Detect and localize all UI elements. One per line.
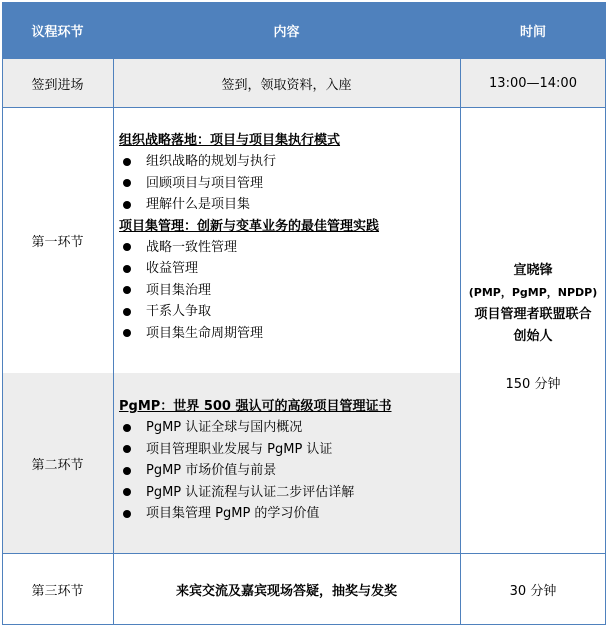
first-content: [119, 130, 457, 344]
first-section1-title: 组织战略落地：项目与项目集执行模式: [119, 133, 341, 148]
signin-time: 13:00—14:00: [489, 75, 577, 91]
grid-line: [2, 107, 606, 108]
list-item: 回顾项目与项目管理: [119, 173, 457, 195]
list-item: PgMP 认证全球与国内概况: [119, 417, 457, 439]
second-content: [119, 396, 457, 525]
list-item: 理解什么是项目集: [119, 194, 457, 216]
speaker-title-line1: 项目管理者联盟联合: [474, 307, 592, 322]
grid-line: [2, 553, 606, 554]
list-item: 项目集管理 PgMP 的学习价值: [119, 503, 457, 525]
first-section2-title: 项目集管理：创新与变革业务的最佳管理实践: [119, 218, 380, 234]
list-item: 项目管理职业发展与 PgMP 认证: [119, 439, 457, 461]
bullet-icon: [123, 488, 131, 496]
list-item: 项目集治理: [119, 280, 457, 302]
grid-line: [460, 58, 461, 625]
list-item: 收益管理: [119, 258, 457, 280]
grid-line: [2, 58, 3, 625]
third-time: 30 分钟: [509, 583, 557, 599]
bullet-icon: [123, 308, 131, 316]
header-content: 内容: [113, 2, 460, 58]
list-item: 项目集生命周期管理: [119, 323, 457, 345]
third-content: 来宾交流及嘉宾现场答疑，抽奖与发奖: [175, 583, 397, 599]
signin-stage: 签到进场: [31, 77, 84, 93]
signin-content: 签到，领取资料，入座: [221, 77, 352, 93]
bullet-icon: [123, 510, 131, 518]
list-item: 干系人争取: [119, 301, 457, 323]
speaker-certs: (PMP，PgMP，NPDP): [468, 286, 598, 299]
bullet-icon: [123, 445, 131, 453]
bullet-icon: [123, 243, 131, 251]
bullet-icon: [123, 286, 131, 294]
third-stage: 第三环节: [31, 583, 84, 599]
grid-line: [2, 624, 606, 625]
bullet-icon: [123, 158, 131, 166]
bullet-icon: [123, 265, 131, 273]
bullet-icon: [123, 179, 131, 187]
main-duration: 150 分钟: [505, 376, 561, 392]
bullet-icon: [123, 424, 131, 432]
first-stage: 第一环节: [31, 234, 84, 250]
list-item: PgMP 认证流程与认证二步评估详解: [119, 482, 457, 504]
list-item: PgMP 市场价值与前景: [119, 460, 457, 482]
speaker-info: [460, 260, 606, 348]
header-stage: 议程环节: [2, 2, 113, 58]
bullet-icon: [123, 329, 131, 337]
list-item: 战略一致性管理: [119, 237, 457, 259]
second-section-title: PgMP：世界 500 强认可的高级项目管理证书: [119, 399, 392, 414]
list-item: 组织战略的规划与执行: [119, 151, 457, 173]
bullet-icon: [123, 201, 131, 209]
bullet-icon: [123, 467, 131, 475]
speaker-name: 宣晓锋: [513, 263, 553, 278]
second-stage: 第二环节: [31, 457, 84, 473]
header-time: 时间: [460, 2, 606, 58]
grid-line: [605, 58, 606, 625]
speaker-title-line2: 创始人: [513, 329, 553, 344]
grid-line: [2, 58, 606, 59]
agenda-table: [2, 2, 606, 625]
grid-line: [113, 58, 114, 625]
